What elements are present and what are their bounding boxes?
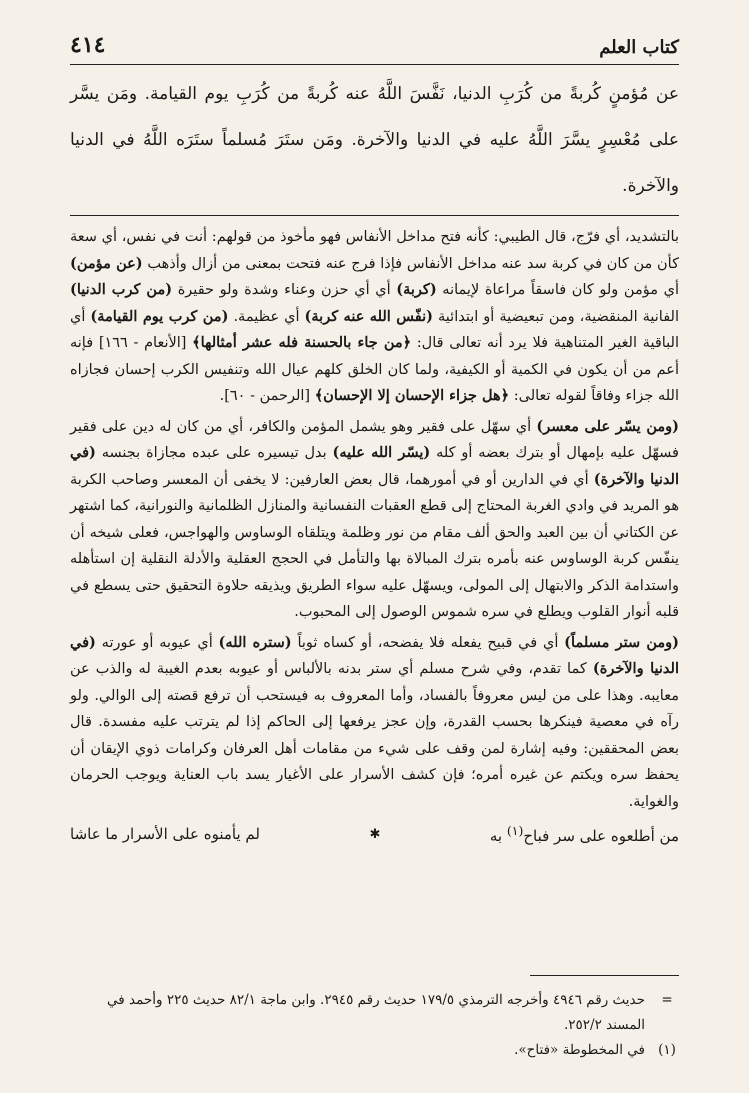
text-span: أي في قبيح يفعله فلا يفضحه، أو كساه ثوباً bbox=[291, 634, 565, 651]
quoted-phrase: (في الدنيا والآخرة) bbox=[70, 444, 679, 488]
commentary bbox=[70, 224, 679, 845]
text-span: أي أي حزن وعناء وشدة ولو حقيرة bbox=[172, 282, 397, 298]
text-span: أي عيوبه أو عورته bbox=[95, 634, 219, 651]
text-span: [الرحمن - ٦٠]. bbox=[219, 388, 315, 404]
quoted-phrase: (من كرب الدنيا) bbox=[70, 281, 173, 298]
text-span: بالتشديد، أي فرّج، قال الطيبي: كأنه فتح مداخل الأنفاس فهو مأخوذ من قولهم: أنت في نفس، أي سعة كأن من كان في كربة سد عنه مداخل الأنفاس فإذا فرج عنه فتحت بمعنى من أزال وأذهب bbox=[70, 229, 679, 272]
poem-text: من أطلعوه على سر فباح bbox=[523, 827, 679, 845]
commentary-paragraph-3 bbox=[70, 630, 679, 816]
text-span: أي سهّل على فقير وهو يشمل المؤمن والكافر، أي من كان له دين على فقير فسهّل عليه بإمهال أو بترك بعضه أو كله bbox=[70, 418, 679, 461]
footnote-text: حديث رقم ٤٩٤٦ وأخرجه الترمذي ١٧٩/٥ حديث رقم ٢٩٤٥. وابن ماجة ٨٢/١ حديث ٢٢٥ وأحمد في المسند ٢٥٢/٢. bbox=[107, 992, 645, 1033]
quoted-phrase: (من كرب يوم القيامة) bbox=[90, 307, 229, 325]
text-span: أي في الدارين أو في أمورهما، قال بعض العارفين: لا يخفى أن المعسر وصاحب الكربة هو المريد في وادي الغربة المحتاج إلى قطع العقبات النفسانية والمنازل الظلمانية والنورانية، كما اشتهر عن الكتاني أن بين العبد والحق ألف مقام من نور وظلمة ويتلقاه الوساوس والهواجس، فعلى شيخه أن ينفّس كربة الوساوس عنه بأمره بترك المبالاة بها والتأمل في الحجج العقلية والأدلة النقلية إن استأهله واستدامة الذكر والابتهال إلى المولى، ويسهّل عليه سواء الطريق ويذيقه حلاوة التحقيق حتى يسطع في قلبه أنوار القلوب ويطلع في سره شموس الوصول إلى المحبوب. bbox=[70, 471, 679, 620]
footnote-ref: (١) bbox=[506, 823, 524, 838]
text-span: الفانية المنقضية، ومن تبعيضية أو ابتدائية bbox=[433, 308, 679, 325]
quoted-phrase: (ومن ستر مسلماً) bbox=[564, 633, 679, 651]
poem-text: به bbox=[489, 827, 507, 845]
hadith-text: عن مُؤمنٍ كُربةً من كُرَبِ الدنيا، نَفَّسَ اللَّهُ عنه كُربةً من كُرَبِ يوم القيامة. ومَن يسَّر على مُعْسِرٍ يسَّرَ اللَّهُ عليه في الدنيا والآخرة. ومَن ستَرَ مُسلماً ستَرَه اللَّهُ في الدنيا والآخرة. bbox=[70, 84, 679, 196]
footnote-item bbox=[70, 988, 679, 1038]
text-span: أي عظيمة. bbox=[228, 308, 305, 325]
text-span: كما تقدم، وفي شرح مسلم أي ستر بدنه بالألباس أو عيوبه بعدم الغيبة له والذب عن معايبه. وهذا على من ليس معروفاً بالفساد، وأما المعروف به فيستحب أن ترفع قصته إلى الوالي. ولو رآه في معصية فينكرها بحسب القدرة، وإن عجز يرفعها إلى الحاكم إذا لم يترتب عليه مفسدة. قال بعض المحققين: وفيه إشارة لمن وقف على شيء من مقامات أهل العرفان وكرامات ذوي الإيقان أن يحفظ سره ويكتم عن غيره أمره؛ فإن كشف الأسرار على الأغيار يسد باب العناية ويوجب الحرمان والغواية. bbox=[70, 661, 679, 810]
matn-divider bbox=[70, 215, 679, 216]
quoted-phrase: (عن مؤمن) bbox=[70, 254, 143, 272]
footnote-divider bbox=[530, 975, 679, 976]
quoted-phrase: (يسّر الله عليه) bbox=[332, 444, 431, 461]
page-number: ٤١٤ bbox=[70, 32, 106, 58]
commentary-paragraph-1 bbox=[70, 224, 679, 410]
poem-hemistich-1 bbox=[490, 823, 679, 845]
quoted-phrase: (نفّس الله عنه كربة) bbox=[304, 307, 433, 325]
footnote-mark: = bbox=[661, 992, 673, 1008]
star-separator-icon: ✱ bbox=[369, 826, 381, 842]
poem-verse bbox=[70, 823, 679, 845]
text-span: بدل تيسيره على عبده مجازاة بجنسه bbox=[95, 445, 333, 461]
text-span: [الأنعام - ١٦٦] فإنه أعم من أن يكون في الكمية أو الكيفية، ولما كان الخلق كلهم عيال الله وتنفيس الكرب إحسان فجازاه الله جزاء وفاقاً لقوله تعالى: bbox=[70, 335, 679, 404]
quoted-phrase: (ستره الله) bbox=[218, 633, 292, 651]
quoted-phrase: (في الدنيا والآخرة) bbox=[70, 633, 679, 677]
text-span: أي مؤمن ولو كان فاسقاً مراعاة لإيمانه bbox=[436, 282, 679, 298]
footnote-item bbox=[70, 1038, 679, 1063]
footnote-mark: (١) bbox=[658, 1042, 676, 1058]
footnotes bbox=[70, 988, 679, 1063]
quoted-phrase: (ومن يسّر على معسر) bbox=[536, 417, 679, 435]
book-title: كتاب العلم bbox=[599, 37, 679, 58]
quran-verse: ﴿هل جزاء الإحسان إلا الإحسان﴾ bbox=[314, 387, 510, 404]
footnote-text: في المخطوطة «فتاح». bbox=[514, 1042, 645, 1058]
quran-verse: ﴿من جاء بالحسنة فله عشر أمثالها﴾ bbox=[192, 334, 412, 351]
text-span: أي الباقية الغير المتناهية فلا يرد أنه تعالى قال: bbox=[70, 308, 679, 351]
poem-hemistich-2: لم يأمنوه على الأسرار ما عاشا bbox=[70, 825, 260, 843]
commentary-paragraph-2 bbox=[70, 414, 679, 626]
quoted-phrase: (كربة) bbox=[396, 281, 437, 298]
page-header bbox=[70, 28, 679, 65]
